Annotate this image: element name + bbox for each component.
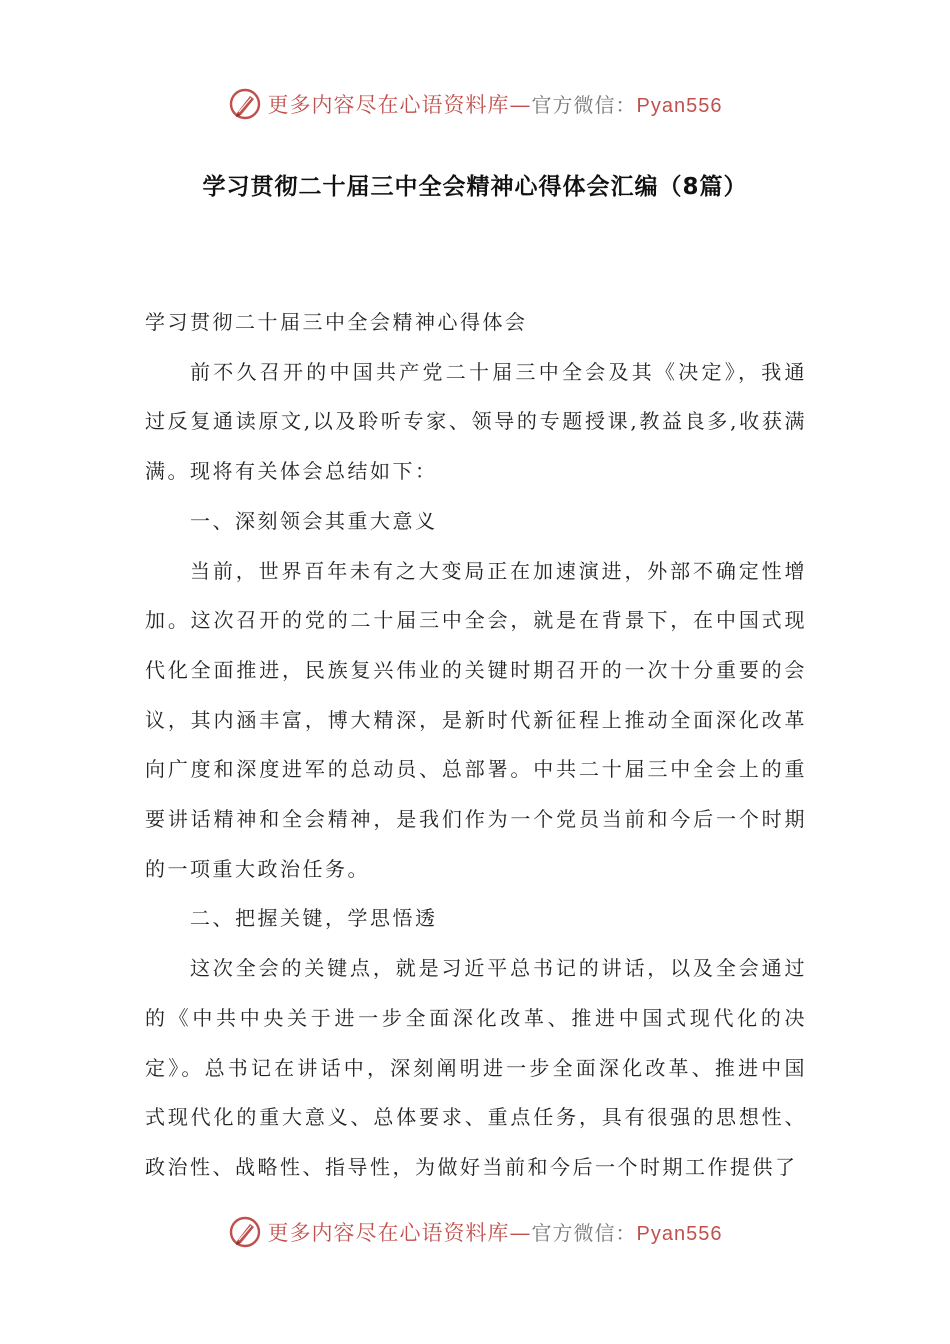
watermark-text: [268, 1217, 723, 1247]
paragraph-intro: 前不久召开的中国共产党二十届三中全会及其《决定》，我通过反复通读原文,以及聆听专家、领导的专题授课,教益良多,收获满满。现将有关体会总结如下：: [145, 359, 807, 484]
watermark-main: 更多内容尽在心语资料库: [267, 1221, 510, 1245]
subheading-1: 一、深刻领会其重大意义: [190, 508, 438, 533]
paragraph-key-points: 这次全会的关键点，就是习近平总书记的讲话，以及全会通过的《中共中央关于进一步全面深化改革、推进中国式现代化的决定》。总书记在讲话中，深刻阐明进一步全面深化改革、推进中国式现代化的重大意义、总体要求、重点任务，具有很强的思想性、政治性、战略性、指导性，为做好当前和今后一个时期工作提供了: [145, 956, 807, 1179]
document-body: [145, 298, 807, 1193]
watermark-wechat-label: 官方微信：: [531, 1221, 637, 1245]
section-heading: 学习贯彻二十届三中全会精神心得体会: [145, 310, 528, 334]
watermark-wechat-id: Pyan556: [636, 95, 723, 117]
pen-nib-logo-icon: [228, 87, 262, 121]
paragraph-significance: 当前，世界百年未有之大变局正在加速演进，外部不确定性增加。这次召开的党的二十届三中全会，就是在背景下，在中国式现代化全面推进，民族复兴伟业的关键时期召开的一次十分重要的会议，其内涵丰富，博大精深，是新时代新征程上推动全面深化改革向广度和深度进军的总动员、总部署。中共二十届三中全会上的重要讲话精神和全会精神，是我们作为一个党员当前和今后一个时期的一项重大政治任务。: [145, 558, 807, 881]
document-title: 学习贯彻二十届三中全会精神心得体会汇编（8篇）: [202, 174, 748, 200]
watermark-main: 更多内容尽在心语资料库: [267, 93, 510, 117]
watermark-header: [0, 84, 950, 124]
watermark-wechat-label: 官方微信：: [531, 93, 637, 117]
watermark-dash: —: [509, 93, 532, 117]
watermark-footer: [0, 1212, 950, 1252]
watermark-wechat-id: Pyan556: [636, 1223, 723, 1245]
subheading-2: 二、把握关键，学思悟透: [190, 906, 438, 931]
watermark-text: [268, 89, 723, 119]
watermark-dash: —: [509, 1221, 532, 1245]
pen-nib-logo-icon: [228, 1215, 262, 1249]
